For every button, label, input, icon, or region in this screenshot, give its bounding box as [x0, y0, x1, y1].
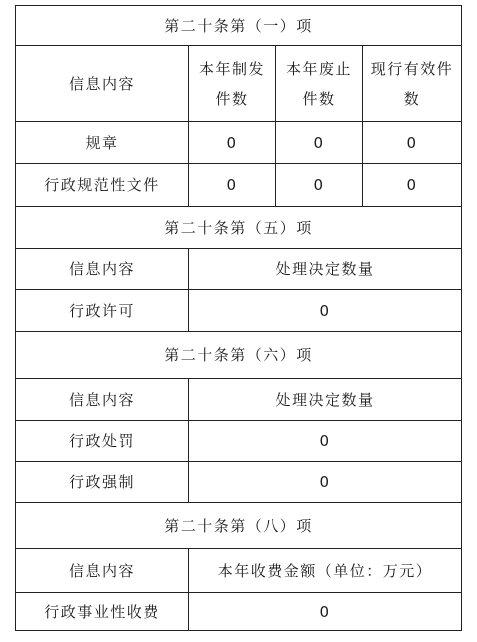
row-label: 行政处罚: [68, 432, 135, 450]
header-row: [16, 46, 461, 122]
header-made-line2: 件数: [215, 89, 249, 108]
header-row: [16, 379, 461, 421]
row-value: 0: [188, 421, 461, 461]
row-valid: 0: [362, 122, 461, 163]
header-valid-line2: 数: [403, 89, 421, 108]
header-content: 信息内容: [68, 561, 135, 580]
header-value: 处理决定数量: [188, 379, 461, 420]
section-title-row: [16, 503, 461, 549]
header-made-line1: 本年制发: [198, 59, 265, 78]
section-title-row: [16, 6, 461, 46]
table-row: [16, 421, 461, 462]
row-abolished: 0: [275, 164, 362, 206]
section-title-row: [16, 332, 461, 379]
row-label: 行政事业性收费: [44, 602, 160, 621]
header-abolished-line1: 本年废止: [285, 59, 352, 78]
row-label: 规章: [85, 133, 119, 152]
section-title: 第二十条第（五）项: [164, 218, 313, 237]
row-abolished: 0: [275, 122, 362, 163]
section-title: 第二十条第（六）项: [164, 346, 313, 364]
section-title: 第二十条第（八）项: [164, 516, 313, 535]
header-abolished: [275, 46, 362, 121]
header-value: 本年收费金额（单位：万元）: [188, 549, 461, 592]
row-value: 0: [188, 290, 461, 331]
row-value: 0: [188, 593, 461, 630]
header-content: 信息内容: [68, 390, 135, 409]
header-row: [16, 249, 461, 290]
row-valid: 0: [362, 164, 461, 206]
header-valid-line1: 现行有效件: [370, 59, 454, 78]
row-label: 行政许可: [68, 301, 135, 320]
table-row: [16, 164, 461, 207]
header-abolished-line2: 件数: [302, 89, 336, 108]
row-made: 0: [188, 122, 275, 163]
row-label: 行政规范性文件: [44, 176, 160, 194]
table-row: [16, 462, 461, 503]
row-label: 行政强制: [68, 473, 135, 491]
header-value: 处理决定数量: [188, 249, 461, 289]
header-valid: [362, 46, 461, 121]
table-row: [16, 290, 461, 332]
table-row: [16, 593, 461, 630]
section-title: 第二十条第（一）项: [164, 16, 313, 35]
header-made: [188, 46, 275, 121]
row-made: 0: [188, 164, 275, 206]
table-row: [16, 122, 461, 164]
row-value: 0: [188, 462, 461, 502]
header-row: [16, 549, 461, 593]
header-content: 信息内容: [68, 74, 135, 93]
disclosure-table: [15, 5, 462, 631]
header-content: 信息内容: [68, 260, 135, 278]
section-title-row: [16, 207, 461, 249]
